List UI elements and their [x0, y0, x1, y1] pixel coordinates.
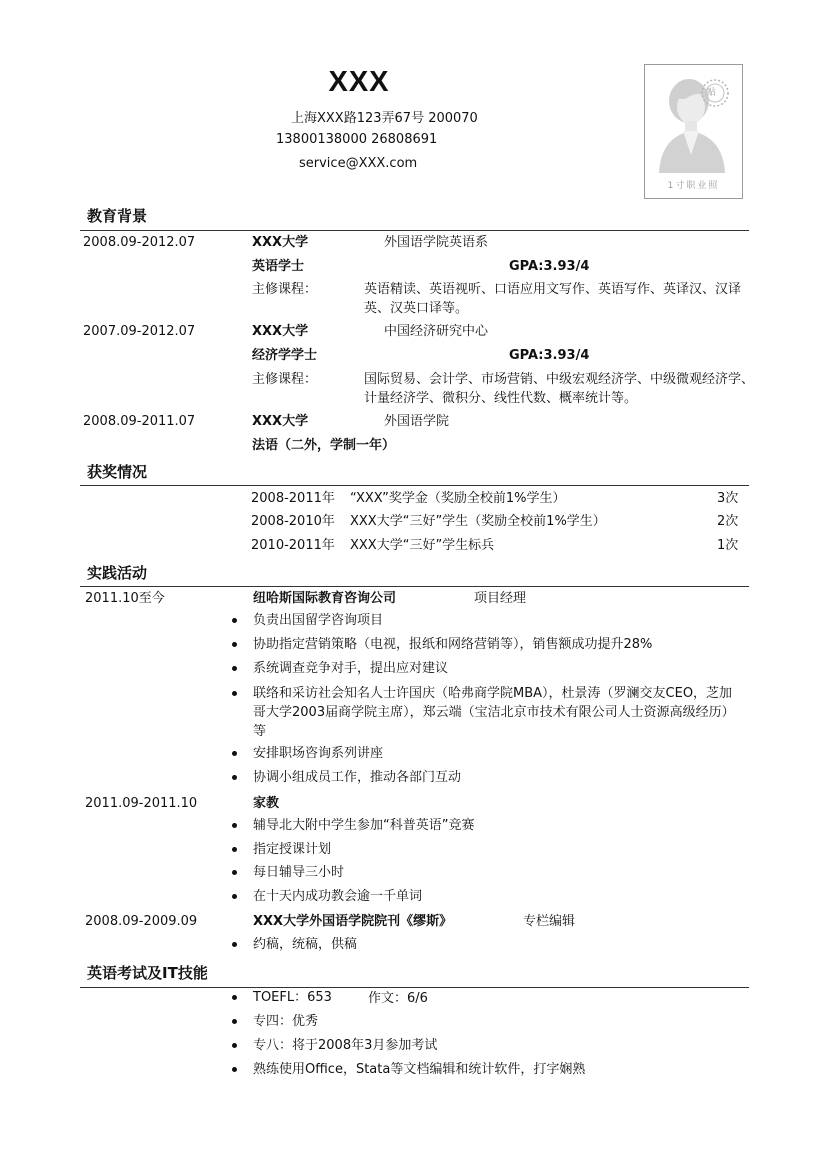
email: service@XXX.com [299, 156, 418, 171]
toefl-writing: 作文：6/6 [368, 991, 428, 1006]
courses-list: 国际贸易、会计学、市场营销、中级宏观经济学、中级微观经济学、计量经济学、微积分、线性代数、概率统计等。 [364, 372, 755, 406]
list-item: 辅导北大附中学生参加“科普英语”竞赛 [253, 814, 474, 838]
bullet-icon [232, 691, 237, 696]
bullet-icon [232, 995, 237, 1000]
list-item: 约稿，统稿，供稿 [253, 933, 357, 957]
award-years: 2008-2011年 [251, 491, 335, 506]
resume-name: XXX [328, 66, 390, 98]
education-degree: 英语学士 [252, 259, 305, 274]
award-name: XXX大学“三好”学生标兵 [350, 538, 495, 553]
bullet-icon [232, 1043, 237, 1048]
award-count: 1次 [717, 538, 739, 553]
education-period: 2007.09-2012.07 [83, 324, 196, 339]
practice-org: 纽哈斯国际教育咨询公司 [253, 591, 397, 606]
photo-placeholder [644, 64, 743, 199]
education-title: 教育背景 [87, 207, 148, 225]
education-gpa: GPA:3.93/4 [509, 259, 590, 274]
education-department: 中国经济研究中心 [384, 324, 489, 339]
list-item: 熟练使用Office，Stata等文档编辑和统计软件，打字娴熟 [253, 1058, 585, 1082]
education-school: XXX大学 [252, 235, 309, 250]
photo-stamp: 贴 [707, 88, 717, 98]
bullet-icon [232, 894, 237, 899]
practice-org: 家教 [253, 796, 280, 811]
practice-org: XXX大学外国语学院院刊《缪斯》 [253, 914, 453, 929]
list-item: 联络和采访社会知名人士许国庆（哈弗商学院MBA），杜景涛（罗澜交友CEO，芝加哥大学2003届商学院主席），郑云端（宝洁北京市技术有限公司人士资源高级经历）等 [253, 684, 745, 741]
practice-role: 专栏编辑 [523, 914, 576, 929]
list-item: 专四：优秀 [253, 1010, 318, 1034]
list-item: 协助指定营销策略（电视，报纸和网络营销等），销售额成功提升28% [253, 633, 652, 657]
bullet-icon [232, 1067, 237, 1072]
bullet-icon [232, 642, 237, 647]
education-department: 外国语学院英语系 [384, 235, 489, 250]
award-years: 2010-2011年 [251, 538, 335, 553]
awards-divider [80, 485, 749, 486]
awards-title: 获奖情况 [87, 463, 148, 481]
courses-label: 主修课程： [252, 372, 318, 387]
list-item: 系统调查竞争对手，提出应对建议 [253, 657, 448, 681]
award-years: 2008-2010年 [251, 514, 335, 529]
education-period: 2008.09-2011.07 [83, 414, 196, 429]
skills-title: 英语考试及IT技能 [87, 964, 208, 982]
award-name: “XXX”奖学金（奖励全校前1%学生） [350, 491, 566, 506]
courses-list: 英语精读、英语视听、口语应用文写作、英语写作、英译汉、汉译英、汉英口译等。 [364, 282, 742, 316]
practice-divider [80, 586, 749, 587]
education-degree: 经济学学士 [252, 348, 318, 363]
education-divider [80, 230, 749, 231]
education-gpa: GPA:3.93/4 [509, 348, 590, 363]
bullet-icon [232, 751, 237, 756]
list-item: TOEFL：653 [253, 986, 332, 1010]
bullet-icon [232, 870, 237, 875]
practice-period: 2008.09-2009.09 [85, 914, 198, 929]
education-school: XXX大学 [252, 414, 309, 429]
award-name: XXX大学“三好”学生（奖励全校前1%学生） [350, 514, 606, 529]
award-count: 3次 [717, 491, 739, 506]
bullet-icon [232, 618, 237, 623]
list-item: 协调小组成员工作，推动各部门互动 [253, 766, 461, 790]
list-item: 每日辅导三小时 [253, 861, 344, 885]
bullet-icon [232, 847, 237, 852]
courses-label: 主修课程： [252, 282, 318, 297]
list-item: 专八：将于2008年3月参加考试 [253, 1034, 437, 1058]
list-item: 指定授课计划 [253, 838, 331, 862]
bullet-icon [232, 942, 237, 947]
education-degree: 法语（二外，学制一年） [252, 438, 396, 453]
address: 上海XXX路123弄67号 200070 [291, 111, 478, 126]
award-count: 2次 [717, 514, 739, 529]
bullet-icon [232, 775, 237, 780]
list-item: 负责出国留学咨询项目 [253, 609, 383, 633]
photo-caption: 1寸职业照 [667, 181, 720, 191]
practice-period: 2011.09-2011.10 [85, 796, 198, 811]
education-period: 2008.09-2012.07 [83, 235, 196, 250]
bullet-icon [232, 823, 237, 828]
bullet-icon [232, 1019, 237, 1024]
practice-period: 2011.10至今 [85, 591, 165, 606]
practice-title: 实践活动 [87, 564, 148, 582]
phone-numbers: 13800138000 26808691 [276, 132, 438, 147]
education-school: XXX大学 [252, 324, 309, 339]
list-item: 安排职场咨询系列讲座 [253, 742, 383, 766]
bullet-icon [232, 666, 237, 671]
skills-divider [80, 987, 749, 988]
education-department: 外国语学院 [384, 414, 450, 429]
practice-role: 项目经理 [474, 591, 527, 606]
list-item: 在十天内成功教会逾一千单词 [253, 885, 422, 909]
